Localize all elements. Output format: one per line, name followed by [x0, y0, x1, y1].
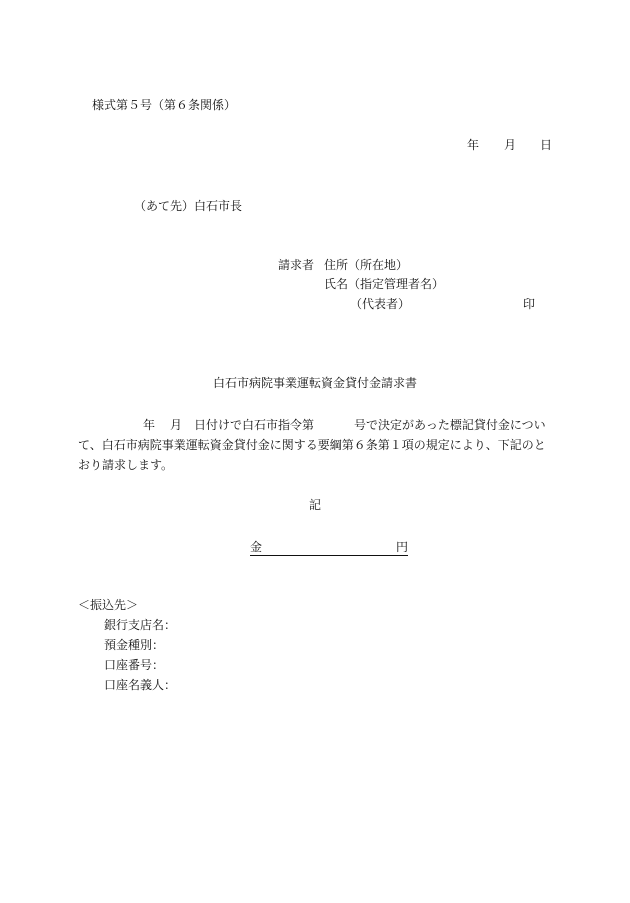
account-holder-field: 口座名義人：: [104, 678, 177, 692]
body-month: 月: [170, 418, 183, 432]
document-title: 白石市病院事業運転資金貸付金請求書: [213, 376, 418, 390]
deposit-type-field: 預金種別：: [104, 638, 165, 652]
amount-suffix: 円: [395, 540, 408, 554]
representative-label: （代表者）: [350, 297, 411, 311]
address-label: 住所（所在地）: [324, 258, 409, 272]
body-line3: おり請求します。: [78, 458, 174, 472]
requester-label: 請求者: [278, 258, 315, 272]
amount-line: [250, 540, 408, 556]
date-year: 年: [467, 138, 480, 152]
amount-prefix: 金: [250, 540, 263, 554]
body-line2: て、白石市病院事業運転資金貸付金に関する要綱第６条第１項の規定により、下記のと: [78, 438, 546, 452]
body-line1-mid: 日付けで白石市指令第: [194, 418, 315, 432]
addressee: （あて先）白石市長: [134, 199, 243, 213]
date-month: 月: [504, 138, 517, 152]
seal-mark: 印: [523, 297, 536, 311]
body-line1-tail: 号で決定があった標記貸付金につい: [354, 418, 546, 432]
account-number-field: 口座番号：: [104, 658, 165, 672]
date-day: 日: [540, 138, 553, 152]
transfer-heading: ＜振込先＞: [78, 598, 139, 612]
form-id: 様式第５号（第６条関係）: [92, 98, 237, 112]
name-label: 氏名（指定管理者名）: [324, 277, 445, 291]
body-year: 年: [143, 418, 156, 432]
ki-heading: 記: [309, 498, 322, 512]
bank-branch-field: 銀行支店名：: [104, 618, 177, 632]
